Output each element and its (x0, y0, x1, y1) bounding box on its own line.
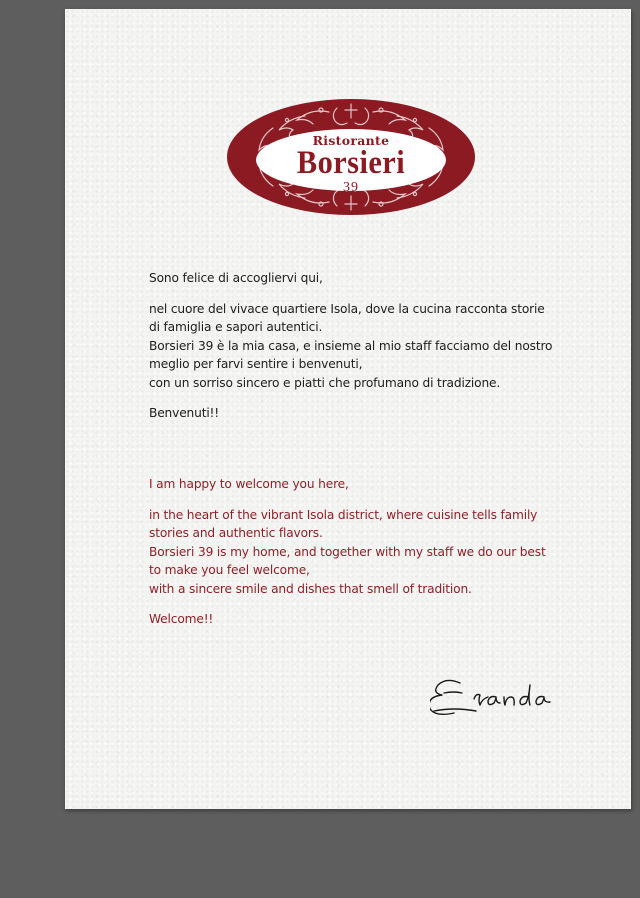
logo-number: 39 (343, 180, 359, 195)
letter-italian (149, 269, 579, 423)
body-it (149, 300, 579, 392)
body-line-en: Borsieri 39 is my home, and together with my staff we do our best (149, 544, 546, 559)
body-line-it: di famiglia e sapori autentici. (149, 320, 323, 335)
body-line-it: Borsieri 39 è la mia casa, e insieme al mio staff facciamo del nostro (149, 338, 553, 353)
body-line-it: con un sorriso sincero e piatti che profumano di tradizione. (149, 375, 501, 390)
logo-name: Borsieri (296, 145, 406, 181)
body-line-en: with a sincere smile and dishes that smell of tradition. (149, 581, 472, 596)
body-line-it: meglio per farvi sentire i benvenuti, (149, 357, 363, 372)
restaurant-logo (225, 98, 477, 216)
body-line-en: in the heart of the vibrant Isola district, where cuisine tells family (149, 507, 538, 522)
body-line-en: stories and authentic flavors. (149, 526, 323, 541)
greeting-en: I am happy to welcome you here, (149, 477, 349, 491)
greeting-it: Sono felice di accogliervi qui, (149, 271, 323, 285)
closing-en: Welcome!! (149, 612, 214, 627)
body-line-it: nel cuore del vivace quartiere Isola, dove la cucina racconta storie (149, 301, 545, 316)
body-en (149, 506, 579, 598)
logo-subtitle: Ristorante (312, 133, 390, 148)
handwritten-signature (430, 669, 580, 719)
closing-it: Benvenuti!! (149, 406, 220, 421)
signature-icon (430, 669, 580, 719)
letter-english (149, 475, 579, 629)
body-line-en: to make you feel welcome, (149, 563, 310, 578)
letter-paper (65, 9, 631, 809)
